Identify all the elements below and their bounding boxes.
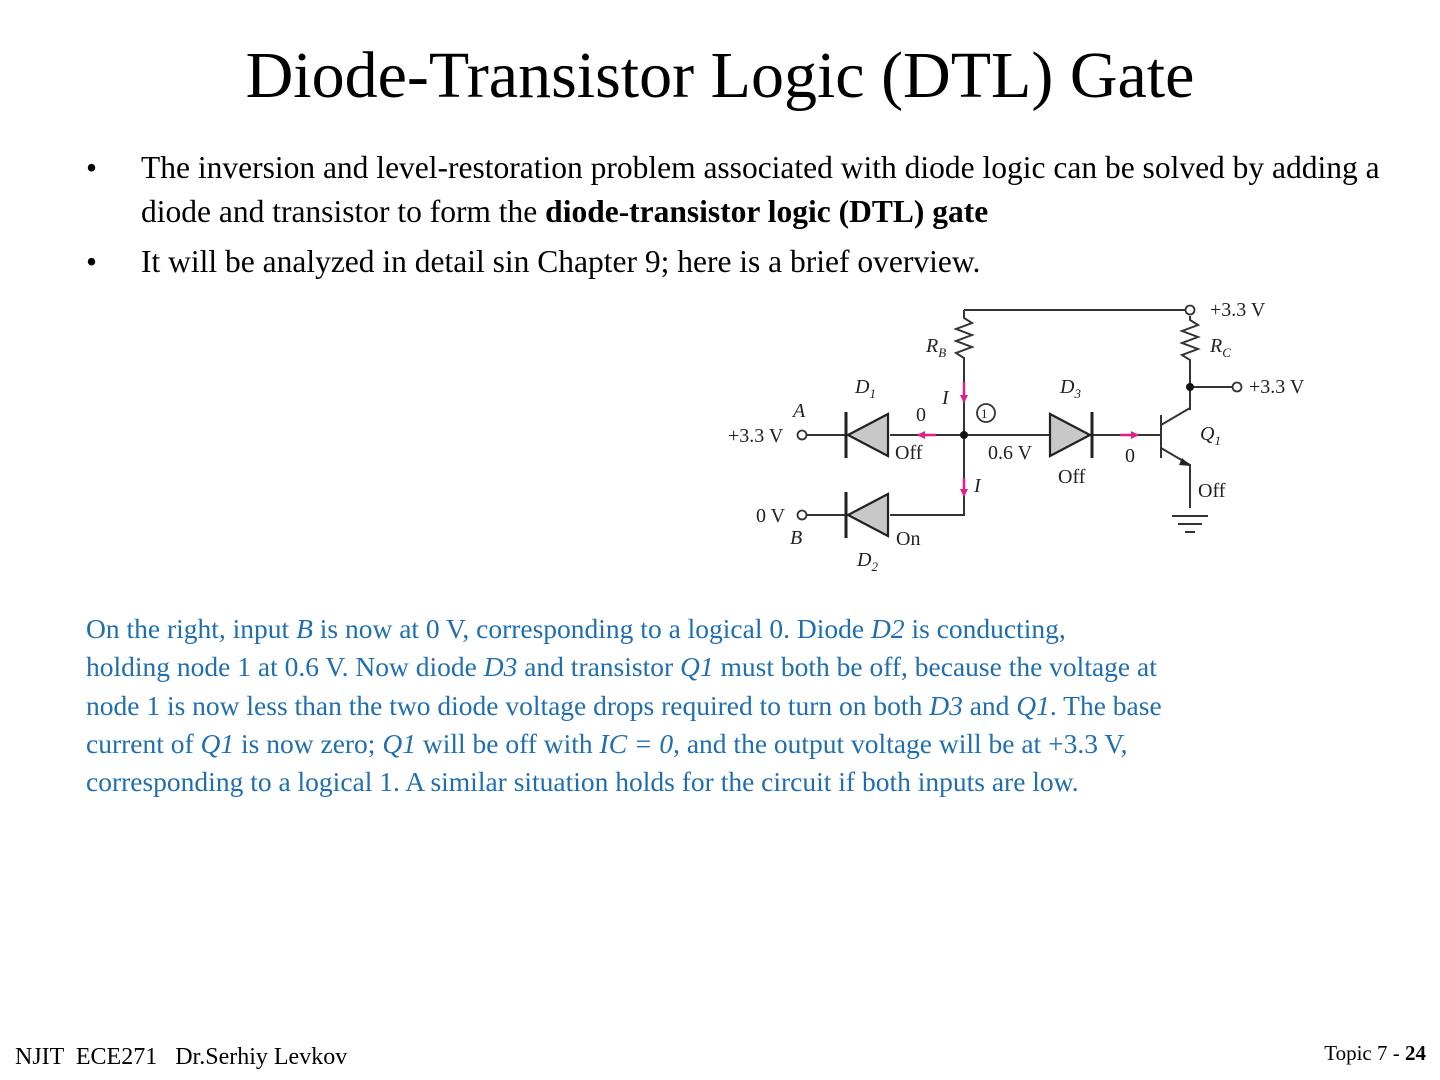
- rb-label: $R_B$: [926, 335, 947, 360]
- d1-label: $D_1$: [855, 376, 876, 401]
- input-a-voltage: +3.3 V: [728, 425, 784, 447]
- explanation-paragraph: [86, 610, 1376, 801]
- explanation-line: corresponding to a logical 1. A similar situation holds for the circuit if both inputs are low.: [86, 766, 1079, 798]
- rc-label: $R_C$: [1210, 335, 1231, 360]
- explanation-line: node 1 is now less than the two diode voltage drops required to turn on both D3 and Q1. The base: [86, 689, 1162, 721]
- bullet-marker: •: [86, 244, 98, 279]
- dtl-circuit-diagram: [720, 290, 1320, 580]
- bullet-item: [86, 240, 1406, 284]
- node-voltage-label: 0.6 V: [988, 442, 1033, 464]
- output-voltage-label: +3.3 V: [1249, 376, 1305, 398]
- input-b-voltage: 0 V: [756, 505, 786, 527]
- ground-symbol: [1172, 516, 1208, 532]
- q1-emitter: [1161, 448, 1190, 508]
- bullet-item: [86, 146, 1406, 234]
- current-label-top: I: [942, 387, 949, 409]
- explanation-line: current of Q1 is now zero; Q1 will be off with IC = 0, and the output voltage will be at +3.3 V,: [86, 727, 1128, 759]
- input-a-terminal: [798, 431, 807, 440]
- rb-resistor: [956, 310, 972, 435]
- footer-course-info: NJIT ECE271 Dr.Serhiy Levkov: [15, 1044, 348, 1070]
- supply-terminal: [1186, 306, 1195, 315]
- input-a-label: A: [793, 400, 806, 422]
- page-number: 24: [1405, 1041, 1426, 1065]
- q1-label: $Q_1$: [1200, 423, 1221, 448]
- d1-state-label: Off: [895, 442, 923, 464]
- d1-diode: [848, 414, 888, 456]
- d2-diode: [848, 494, 888, 536]
- explanation-line: holding node 1 at 0.6 V. Now diode D3 and transistor Q1 must both be off, because the voltage at: [86, 651, 1157, 683]
- q1-collector: [1161, 408, 1190, 425]
- d1-current-label: 0: [916, 404, 926, 426]
- collector-junction: [1186, 383, 1194, 391]
- bullet-text: The inversion and level-restoration problem associated with diode logic can be solved by adding a diode and transistor to form the: [141, 150, 1380, 229]
- d2-label: $D_2$: [857, 549, 878, 574]
- input-b-label: B: [790, 527, 803, 549]
- d2-state-label: On: [896, 528, 921, 550]
- footer-page-indicator: [1324, 1041, 1426, 1066]
- d3-state-label: Off: [1058, 466, 1086, 488]
- current-label-bottom: I: [974, 475, 981, 497]
- output-terminal: [1233, 383, 1242, 392]
- explanation-line: On the right, input B is now at 0 V, corresponding to a logical 0. Diode D2 is conducting,: [86, 613, 1066, 644]
- node-junction: [960, 431, 968, 439]
- bullet-marker: •: [86, 150, 98, 185]
- d3-label: $D_3$: [1060, 376, 1081, 401]
- node-number-label: 1: [981, 406, 988, 421]
- bullet-bold-term: diode-transistor logic (DTL) gate: [545, 194, 989, 229]
- slide-title: Diode-Transistor Logic (DTL) Gate: [245, 39, 1195, 112]
- d3-diode: [1050, 414, 1090, 456]
- q1-base-current-label: 0: [1125, 445, 1135, 467]
- footer-topic-label: Topic 7 -: [1324, 1041, 1405, 1065]
- input-b-terminal: [798, 511, 807, 520]
- bullet-list: [86, 146, 1406, 290]
- q1-state-label: Off: [1198, 480, 1226, 502]
- rc-resistor: [1182, 316, 1198, 410]
- supply-voltage-label: +3.3 V: [1210, 299, 1266, 321]
- bullet-text: It will be analyzed in detail sin Chapter 9; here is a brief overview.: [141, 244, 981, 279]
